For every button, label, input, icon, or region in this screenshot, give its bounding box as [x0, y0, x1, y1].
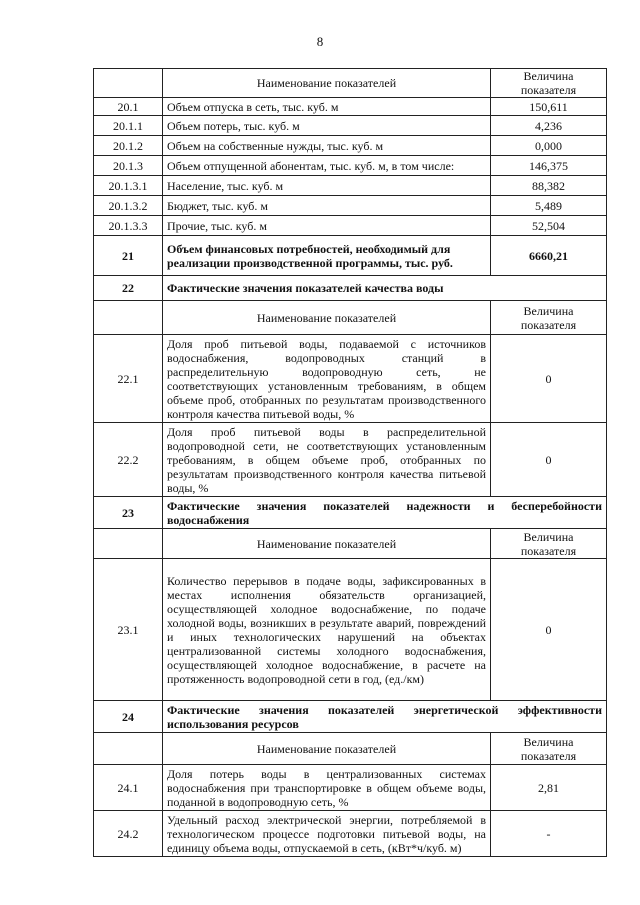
empty-cell — [94, 529, 163, 559]
section-24-title-row — [94, 701, 607, 733]
row-value: 0 — [491, 423, 607, 497]
row-name: Прочие, тыс. куб. м — [163, 216, 491, 236]
row-number: 20.1.3.1 — [94, 176, 163, 196]
section-number: 22 — [94, 276, 163, 301]
section-24-header-row — [94, 733, 607, 765]
table-row — [94, 116, 607, 136]
row-value: 150,611 — [491, 98, 607, 116]
name-header: Наименование показателей — [163, 733, 491, 765]
row-number: 20.1.2 — [94, 136, 163, 156]
name-header: Наименование показателей — [163, 301, 491, 335]
row-name: Объем потерь, тыс. куб. м — [163, 116, 491, 136]
row-value: 52,504 — [491, 216, 607, 236]
row-value: 4,236 — [491, 116, 607, 136]
table-row — [94, 423, 607, 497]
row-value: 0,000 — [491, 136, 607, 156]
row-value: - — [491, 811, 607, 857]
section-23-header-row — [94, 529, 607, 559]
value-header: Величина показателя — [491, 301, 607, 335]
section-number: 23 — [94, 497, 163, 529]
table-row — [94, 559, 607, 701]
row-name: Объем на собственные нужды, тыс. куб. м — [163, 136, 491, 156]
row-21 — [94, 236, 607, 276]
table-row — [94, 176, 607, 196]
name-header: Наименование показателей — [163, 69, 491, 98]
row-value: 146,375 — [491, 156, 607, 176]
row-number: 22.1 — [94, 335, 163, 423]
row-number: 20.1.3 — [94, 156, 163, 176]
row-name: Количество перерывов в подаче воды, зафиксированных в местах исполнения обязательств организацией, осуществляющей холодное водоснабжение, по подаче холодной воды, возникших в результате аварий, повреждений и иных технологических нарушений на объектах централизованной системы холодного водоснабжения, осуществляющей холодное водоснабжение, в расчете на протяженность водопроводной сети в год, (ед./км) — [163, 559, 491, 701]
row-name: Доля проб питьевой воды, подаваемой с источников водоснабжения, водопроводных станций в распределительную водопроводную сеть, не соответствующих установленным требованиям, в общем объеме проб, отобранных по результатам производственного контроля качества питьевой воды, % — [163, 335, 491, 423]
row-value: 5,489 — [491, 196, 607, 216]
table-row — [94, 811, 607, 857]
table-header-row — [94, 69, 607, 98]
row-name: Доля потерь воды в централизованных системах водоснабжения при транспортировке в общем объеме воды, поданной в водопроводную сеть, % — [163, 765, 491, 811]
row-name: Бюджет, тыс. куб. м — [163, 196, 491, 216]
row-name: Удельный расход электрической энергии, потребляемой в технологическом процессе подготовки питьевой воды, на единицу объема воды, отпускаемой в сеть, (кВт*ч/куб. м) — [163, 811, 491, 857]
section-22-header-row — [94, 301, 607, 335]
row-value: 88,382 — [491, 176, 607, 196]
number-header-cell — [94, 69, 163, 98]
section-23-title-row — [94, 497, 607, 529]
table-row — [94, 196, 607, 216]
row-number: 21 — [94, 236, 163, 276]
row-number: 20.1.3.3 — [94, 216, 163, 236]
row-value: 0 — [491, 559, 607, 701]
section-title: Фактические значения показателей надежности и бесперебойности водоснабжения — [163, 497, 607, 529]
empty-cell — [94, 301, 163, 335]
row-number: 22.2 — [94, 423, 163, 497]
value-header: Величина показателя — [491, 69, 607, 98]
table-row — [94, 216, 607, 236]
row-value: 6660,21 — [491, 236, 607, 276]
page-number: 8 — [316, 34, 324, 49]
row-number: 24.1 — [94, 765, 163, 811]
table-row — [94, 136, 607, 156]
table-row — [94, 335, 607, 423]
section-title: Фактические значения показателей энергетической эффективности использования ресурсов — [163, 701, 607, 733]
name-header: Наименование показателей — [163, 529, 491, 559]
row-name: Население, тыс. куб. м — [163, 176, 491, 196]
section-number: 24 — [94, 701, 163, 733]
row-number: 20.1 — [94, 98, 163, 116]
row-number: 20.1.1 — [94, 116, 163, 136]
row-number: 23.1 — [94, 559, 163, 701]
row-name: Объем отпущенной абонентам, тыс. куб. м, в том числе: — [163, 156, 491, 176]
row-value: 0 — [491, 335, 607, 423]
section-22-title-row — [94, 276, 607, 301]
section-title: Фактические значения показателей качества воды — [163, 276, 607, 301]
row-number: 20.1.3.2 — [94, 196, 163, 216]
row-name: Объем отпуска в сеть, тыс. куб. м — [163, 98, 491, 116]
indicators-table — [93, 68, 607, 857]
table-row — [94, 765, 607, 811]
value-header: Величина показателя — [491, 529, 607, 559]
row-number: 24.2 — [94, 811, 163, 857]
row-value: 2,81 — [491, 765, 607, 811]
empty-cell — [94, 733, 163, 765]
table-row — [94, 98, 607, 116]
value-header: Величина показателя — [491, 733, 607, 765]
row-name: Доля проб питьевой воды в распределительной водопроводной сети, не соответствующих установленным требованиям, в общем объеме проб, отобранных по результатам производственного контроля качества питьевой воды, % — [163, 423, 491, 497]
table-row — [94, 156, 607, 176]
row-name: Объем финансовых потребностей, необходимый для реализации производственной программы, тыс. руб. — [163, 236, 491, 276]
